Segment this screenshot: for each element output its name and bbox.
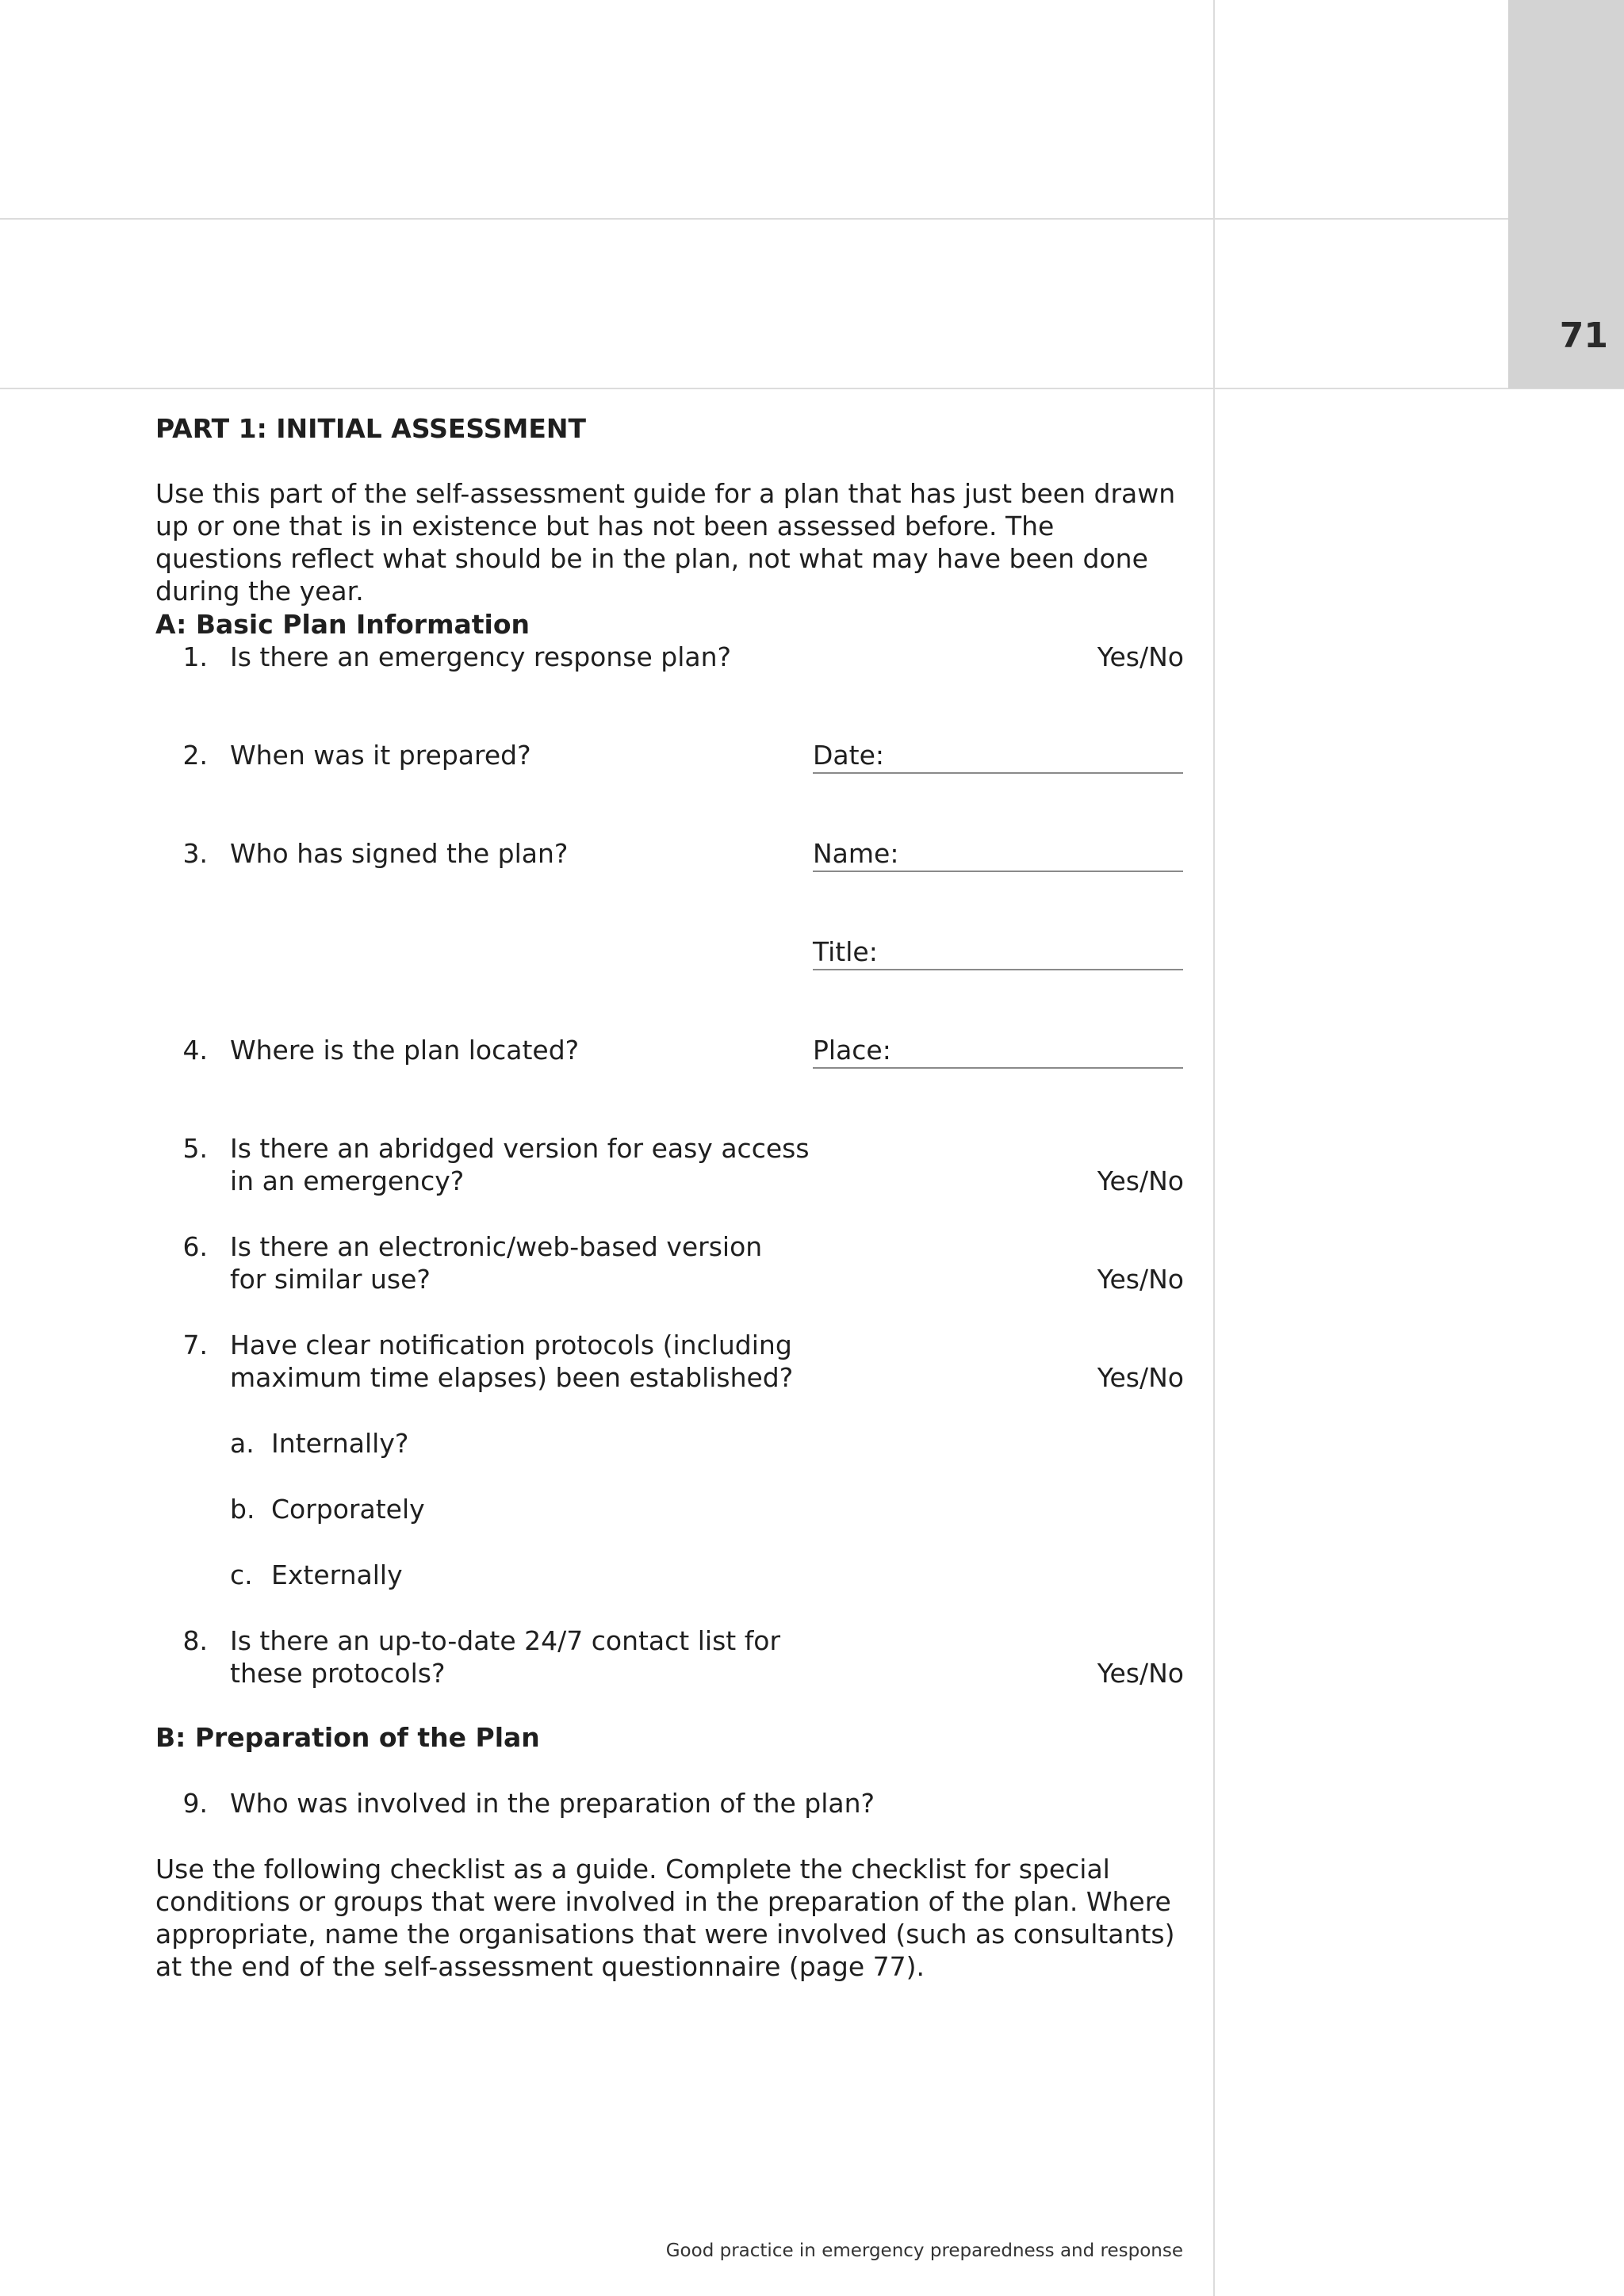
- page-number: 71: [1559, 316, 1608, 356]
- section-a-heading: A: Basic Plan Information: [155, 609, 530, 640]
- yes-no-answer[interactable]: Yes/No: [1097, 1658, 1184, 1689]
- question-number: 7.: [182, 1330, 208, 1360]
- question-text-continued: for similar use?: [230, 1264, 431, 1295]
- sub-item-letter: a.: [230, 1428, 255, 1459]
- question-text: Who was involved in the preparation of the plan?: [230, 1788, 875, 1819]
- part-title: PART 1: INITIAL ASSESSMENT: [155, 413, 586, 444]
- question-text: Have clear notification protocols (including: [230, 1330, 792, 1360]
- question-number: 8.: [182, 1625, 208, 1656]
- question-text: Who has signed the plan?: [230, 838, 569, 869]
- sub-item-text: Internally?: [271, 1428, 409, 1459]
- place-field-label: Place:: [813, 1035, 891, 1066]
- place-field[interactable]: [813, 1034, 1183, 1069]
- question-text: When was it prepared?: [230, 740, 531, 771]
- question-number: 9.: [182, 1788, 208, 1819]
- footer-text: Good practice in emergency preparedness and response: [665, 2241, 1183, 2261]
- title-field[interactable]: [813, 936, 1183, 970]
- question-text-continued: these protocols?: [230, 1658, 446, 1689]
- checklist-paragraph: Use the following checklist as a guide. Complete the checklist for special conditions or groups that were involved in the preparation of the plan. Where appropriate, name the organisations that were involved (such as consultants) at the end of the self-assessment questionnaire (page 77).: [155, 1854, 1175, 1982]
- date-field[interactable]: [813, 739, 1183, 774]
- question-number: 6.: [182, 1231, 208, 1262]
- question-number: 2.: [182, 740, 208, 771]
- question-text: Is there an electronic/web-based version: [230, 1231, 763, 1262]
- header-rule-bottom: [0, 388, 1624, 389]
- name-field-label: Name:: [813, 838, 899, 869]
- name-field[interactable]: [813, 837, 1183, 872]
- question-number: 4.: [182, 1035, 208, 1066]
- question-text: Is there an emergency response plan?: [230, 641, 732, 672]
- sub-item-text: Externally: [271, 1559, 403, 1590]
- sub-item-letter: b.: [230, 1494, 255, 1525]
- question-text-continued: maximum time elapses) been established?: [230, 1362, 794, 1393]
- title-field-label: Title:: [813, 936, 878, 967]
- yes-no-answer[interactable]: Yes/No: [1097, 641, 1184, 672]
- yes-no-answer[interactable]: Yes/No: [1097, 1362, 1184, 1393]
- question-number: 3.: [182, 838, 208, 869]
- page-number-tab: [1508, 0, 1624, 388]
- question-text: Is there an abridged version for easy access: [230, 1133, 810, 1164]
- header-rule-top: [0, 218, 1508, 220]
- question-text: Where is the plan located?: [230, 1035, 580, 1066]
- question-number: 1.: [182, 641, 208, 672]
- question-text: Is there an up-to-date 24/7 contact list for: [230, 1625, 781, 1656]
- question-text-continued: in an emergency?: [230, 1165, 465, 1196]
- yes-no-answer[interactable]: Yes/No: [1097, 1165, 1184, 1196]
- margin-rule: [1213, 0, 1215, 2296]
- date-field-label: Date:: [813, 740, 884, 771]
- sub-item-text: Corporately: [271, 1494, 425, 1525]
- intro-paragraph: Use this part of the self-assessment guide for a plan that has just been drawn up or one that is in existence but has not been assessed before. The questions reflect what should be in the plan, not what may have been done during the year.: [155, 478, 1176, 607]
- sub-item-letter: c.: [230, 1559, 253, 1590]
- question-number: 5.: [182, 1133, 208, 1164]
- section-b-heading: B: Preparation of the Plan: [155, 1722, 540, 1753]
- yes-no-answer[interactable]: Yes/No: [1097, 1264, 1184, 1295]
